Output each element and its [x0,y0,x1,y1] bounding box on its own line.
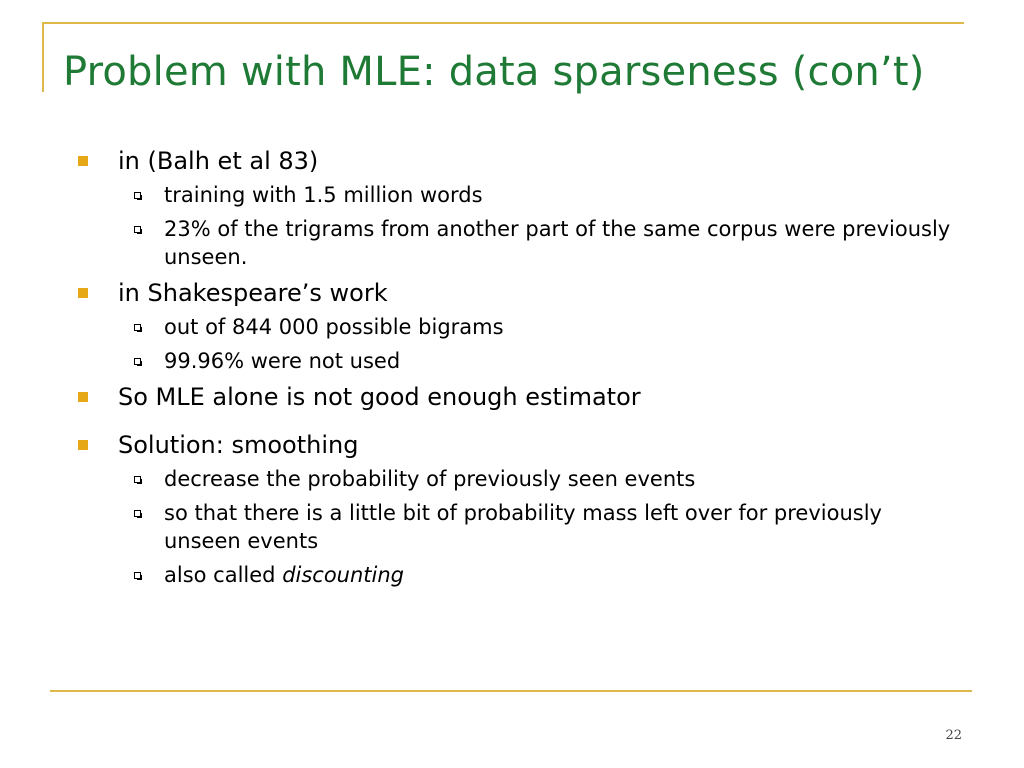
hollow-square-bullet-icon [134,192,141,199]
hollow-square-bullet-icon [134,572,141,579]
sub-bullet-text: so that there is a little bit of probability mass left over for previously unseen events [164,501,882,553]
frame-left-rule [42,22,44,92]
page-number: 22 [945,728,962,743]
sub-bullet-item [118,561,964,589]
sub-bullet-text: training with 1.5 million words [164,183,483,207]
hollow-square-bullet-icon [134,324,141,331]
slide-body [78,145,978,595]
sub-bullet-text-prefix: also called [164,563,283,587]
bullet-text: Solution: smoothing [118,431,359,459]
sub-bullet-item [118,499,964,555]
hollow-square-bullet-icon [134,226,141,233]
sub-bullet-text: decrease the probability of previously seen events [164,467,696,491]
hollow-square-bullet-icon [134,476,141,483]
sub-bullet-text: 99.96% were not used [164,349,401,373]
frame-top-rule [42,22,964,24]
square-bullet-icon [78,392,88,402]
square-bullet-icon [78,288,88,298]
bullet-item-3 [78,381,978,413]
sub-bullet-item [118,313,964,341]
sub-bullet-text: out of 844 000 possible bigrams [164,315,504,339]
footer-rule [50,690,972,692]
sub-bullet-item [118,465,964,493]
bullet-item-4 [78,429,978,461]
sub-bullet-item [118,347,964,375]
slide-title: Problem with MLE: data sparseness (con’t) [63,49,925,95]
bullet-item-2 [78,277,978,309]
sub-bullet-item [118,181,964,209]
sub-bullet-text: 23% of the trigrams from another part of the same corpus were previously unseen. [164,217,951,269]
hollow-square-bullet-icon [134,358,141,365]
hollow-square-bullet-icon [134,510,141,517]
bullet-text: in (Balh et al 83) [118,147,319,175]
square-bullet-icon [78,156,88,166]
bullet-text: So MLE alone is not good enough estimator [118,383,641,411]
emphasized-term: discounting [282,563,405,587]
sub-bullet-item [118,215,964,271]
bullet-item-1 [78,145,978,177]
bullet-text: in Shakespeare’s work [118,279,388,307]
square-bullet-icon [78,440,88,450]
